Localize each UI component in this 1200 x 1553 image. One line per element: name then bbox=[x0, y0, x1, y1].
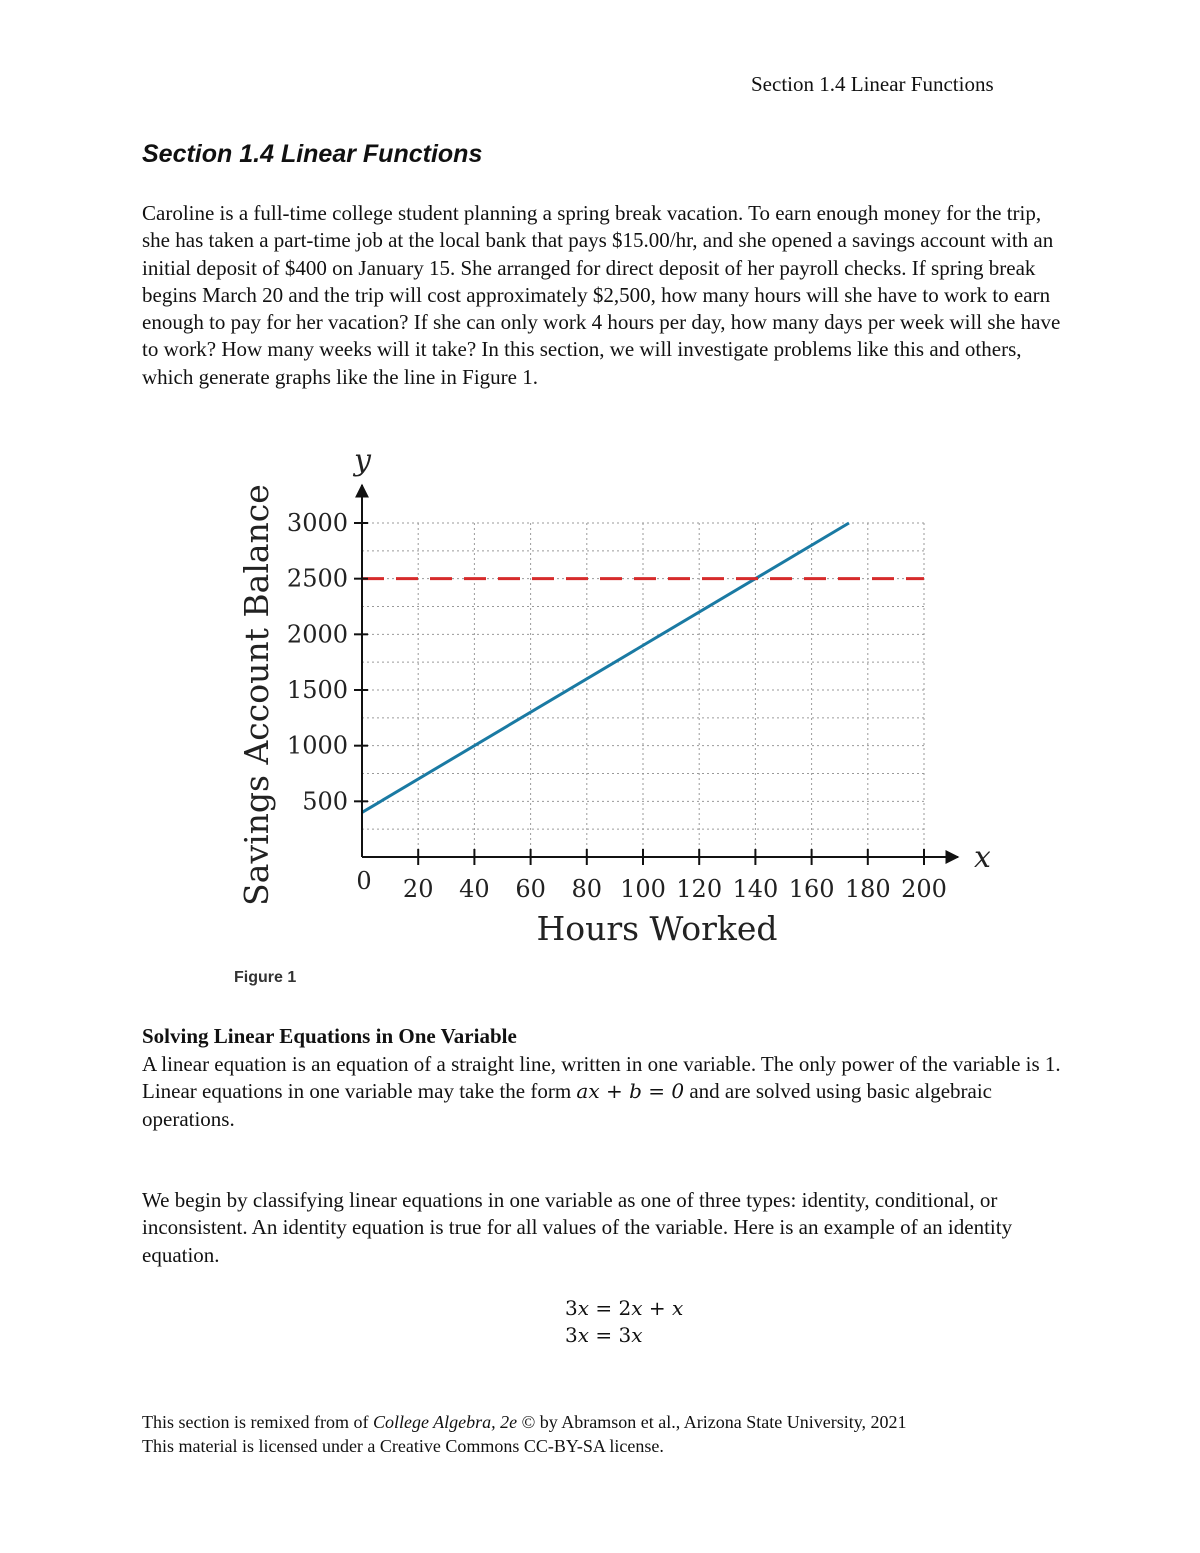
eq1-var: x bbox=[577, 1296, 590, 1320]
classification-paragraph: We begin by classifying linear equations in one variable as one of three types: identity, conditional, or inconsistent. An identity equation is true for all values of the variable. Here is an example of an identity equation. bbox=[142, 1188, 1013, 1267]
definition-text-after: and are solved using basic algebraic operations. bbox=[142, 1079, 992, 1131]
eq2-coef: 3 bbox=[565, 1323, 578, 1347]
y-tick-label-1500: 1500 bbox=[286, 676, 348, 704]
eq2-var: x bbox=[577, 1323, 590, 1347]
figure-1 bbox=[230, 440, 990, 960]
equation-line-1 bbox=[565, 1296, 683, 1320]
x-tick-label-180: 180 bbox=[844, 875, 891, 903]
section-title: Section 1.4 Linear Functions bbox=[142, 140, 483, 168]
eq1-plus: + bbox=[642, 1296, 672, 1320]
x-tick-label-40: 40 bbox=[459, 875, 490, 903]
y-tick-label-2000: 2000 bbox=[286, 620, 348, 649]
footer-book-title: College Algebra, 2e bbox=[372, 1412, 518, 1432]
eq1-var2: x bbox=[631, 1296, 643, 1320]
x-tick-label-200: 200 bbox=[901, 875, 947, 903]
y-axis-letter: y bbox=[354, 443, 371, 478]
definition-paragraph bbox=[142, 1051, 1062, 1133]
x-tick-label-100: 100 bbox=[620, 875, 666, 903]
x-axis-title: Hours Worked bbox=[536, 909, 778, 948]
savings-chart bbox=[230, 440, 990, 960]
series-line-savings-balance bbox=[362, 523, 849, 812]
grid-lines bbox=[362, 523, 924, 857]
subsection-heading: Solving Linear Equations in One Variable bbox=[142, 1024, 517, 1048]
figure-caption: Figure 1 bbox=[234, 969, 297, 986]
eq2-var2: x bbox=[631, 1323, 643, 1347]
intro-paragraph: Caroline is a full-time college student planning a spring break vacation. To earn enough money for the trip, she has taken a part-time job at the local bank that pays $15.00/hr, and she opened a savings account with an initial deposit of $400 on January 15. She arranged for direct deposit of her payroll checks. If spring break begins March 20 and the trip will cost approximately $2,500, how many hours will she have to work to earn enough to pay for her vacation? If she can only work 4 hours per day, how many days per week will she have to work? How many weeks will it take? In this section, we will investigate problems like this and others, which generate graphs like the line in Figure 1. bbox=[142, 201, 1061, 389]
footer bbox=[142, 1410, 1062, 1458]
x-axis-letter: x bbox=[974, 840, 990, 875]
eq1-coef: 3 bbox=[565, 1296, 578, 1320]
footer-text-before: This section is remixed from of bbox=[142, 1412, 373, 1432]
origin-label: 0 bbox=[356, 867, 372, 895]
y-tick-label-3000: 3000 bbox=[286, 509, 348, 537]
eq1-var3: x bbox=[671, 1296, 684, 1320]
x-tick-label-160: 160 bbox=[788, 875, 835, 903]
x-tick-label-60: 60 bbox=[515, 875, 546, 903]
y-tick-label-1000: 1000 bbox=[286, 731, 348, 760]
x-tick-label-140: 140 bbox=[732, 875, 779, 903]
eq1-equals: = 2 bbox=[589, 1296, 632, 1320]
eq2-equals: = 3 bbox=[589, 1323, 632, 1347]
x-tick-label-120: 120 bbox=[676, 875, 723, 903]
y-tick-label-500: 500 bbox=[302, 787, 348, 816]
x-tick-label-80: 80 bbox=[571, 875, 603, 903]
definition-text-before: A linear equation is an equation of a straight line, written in one variable. The only power of the variable is 1. Linear equations in one variable may take the form bbox=[142, 1052, 1061, 1104]
running-header: Section 1.4 Linear Functions bbox=[751, 72, 994, 96]
axis-labels bbox=[237, 443, 990, 948]
footer-text-after: © by Abramson et al., Arizona State University, 2021 bbox=[517, 1412, 907, 1432]
footer-attribution bbox=[142, 1410, 1062, 1434]
y-tick-label-2500: 2500 bbox=[286, 564, 348, 593]
footer-license: This material is licensed under a Creative Commons CC-BY-SA license. bbox=[142, 1436, 664, 1456]
y-axis-title: Savings Account Balance bbox=[237, 484, 276, 906]
equation-line-2 bbox=[565, 1323, 643, 1347]
definition-math: ax + b = 0 bbox=[576, 1079, 685, 1104]
x-tick-label-20: 20 bbox=[402, 875, 434, 903]
